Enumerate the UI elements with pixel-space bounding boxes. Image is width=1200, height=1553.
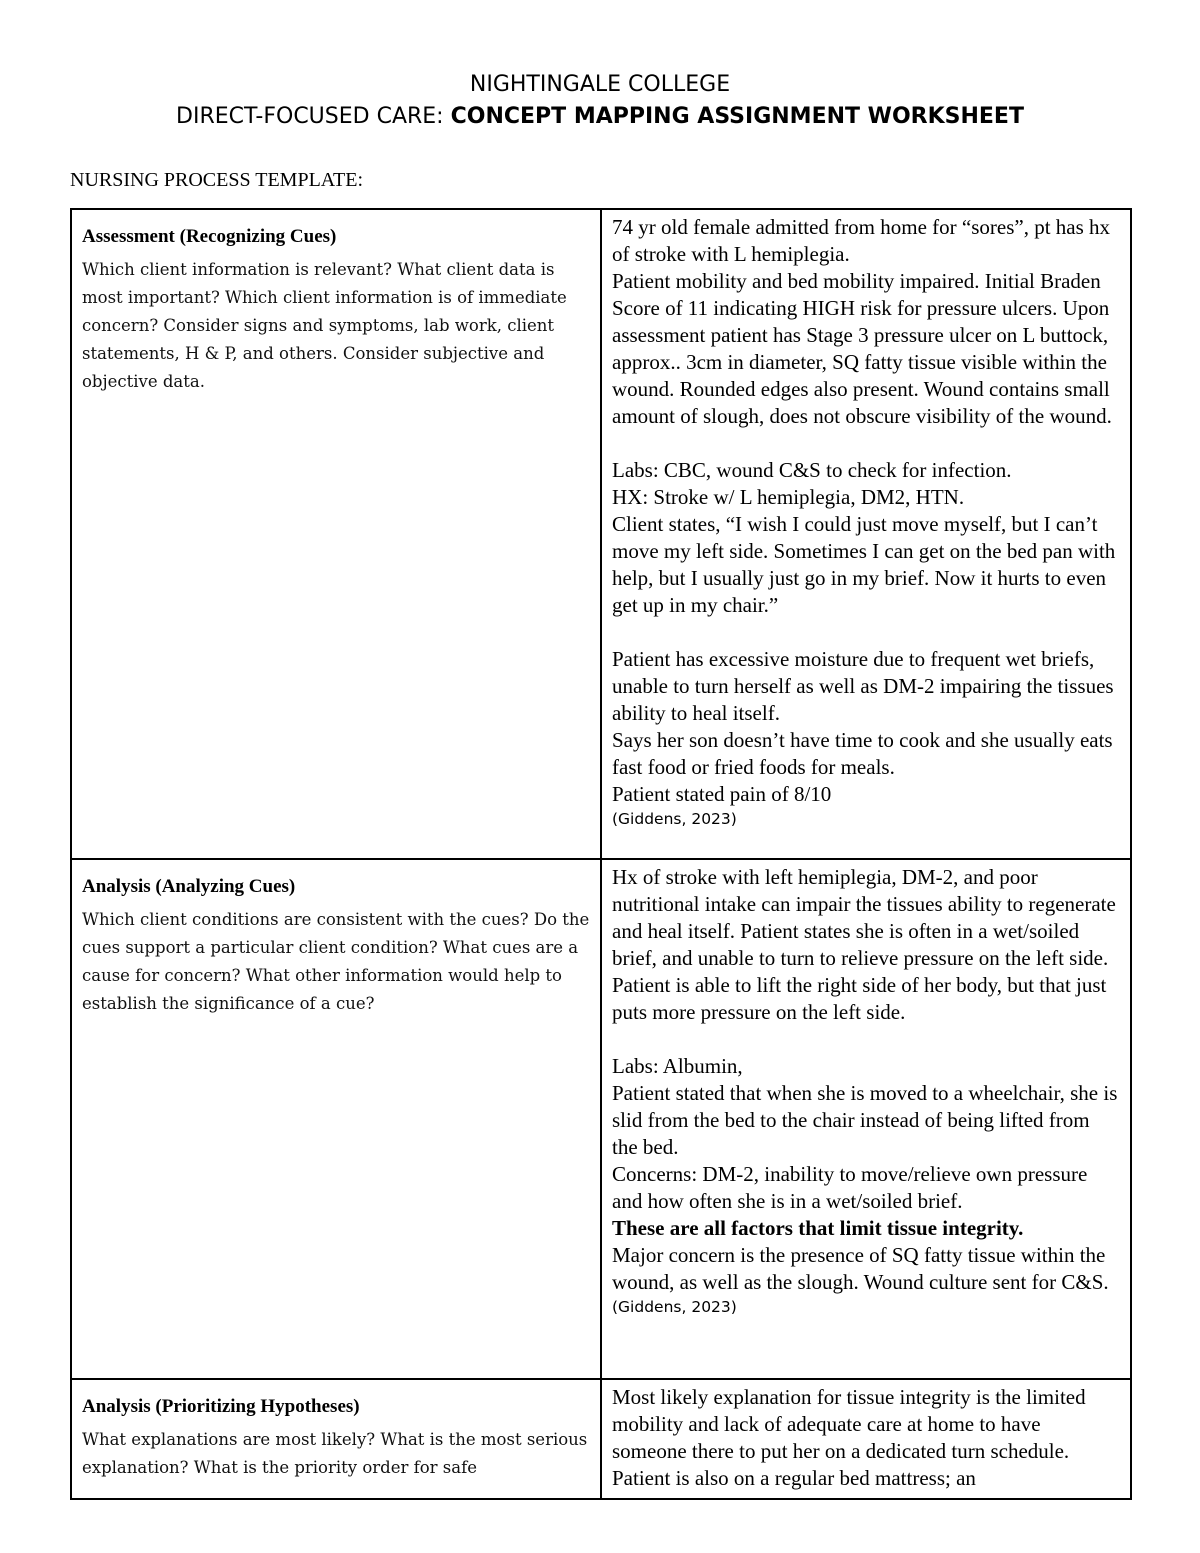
answer-emphasis: These are all factors that limit tissue integrity. — [612, 1216, 1024, 1240]
answer-paragraph: Concerns: DM-2, inability to move/relieve own pressure and how often she is in a wet/soiled brief. — [612, 1162, 1088, 1213]
worksheet-title — [0, 104, 1200, 130]
section-title: Assessment (Recognizing Cues) — [82, 226, 337, 247]
answer-paragraph: Patient stated that when she is moved to a wheelchair, she is slid from the bed to the chair instead of being lifted from the bed. — [612, 1081, 1118, 1159]
section-prompt: Which client conditions are consistent with the cues? Do the cues support a particular client condition? What cues are a cause for concern? What other information would help to establish the significance of a cue? — [82, 910, 590, 1013]
college-title: NIGHTINGALE COLLEGE — [469, 72, 731, 97]
table-row-analyzing-cues — [71, 859, 1131, 1379]
answer-paragraph: Hx of stroke with left hemiplegia, DM-2, and poor nutritional intake can impair the tissues ability to regenerate and heal itself. Patient states she is often in a wet/soiled brief, and unable to turn to relieve pressure on the left side. Patient is able to lift the right side of her body, but that just puts more pressure on the left side. — [612, 865, 1116, 1024]
answer-cell — [601, 1379, 1131, 1499]
table-row-prioritizing-hypotheses — [71, 1379, 1131, 1499]
answer-cell — [601, 859, 1131, 1379]
prompt-cell — [71, 1379, 601, 1499]
nursing-process-table — [70, 208, 1132, 1500]
worksheet-title-bold: CONCEPT MAPPING ASSIGNMENT WORKSHEET — [450, 104, 1024, 129]
citation: (Giddens, 2023) — [612, 810, 737, 828]
prompt-cell — [71, 209, 601, 859]
answer-paragraph: Labs: CBC, wound C&S to check for infection. — [612, 458, 1012, 482]
answer-paragraph: Patient has excessive moisture due to frequent wet briefs, unable to turn herself as well as DM-2 impairing the tissues ability to heal itself. — [612, 647, 1114, 725]
section-title: Analysis (Analyzing Cues) — [82, 876, 296, 897]
worksheet-title-prefix: DIRECT-FOCUSED CARE: — [176, 104, 451, 129]
table-row-assessment — [71, 209, 1131, 859]
answer-cell — [601, 209, 1131, 859]
answer-paragraph: Labs: Albumin, — [612, 1054, 743, 1078]
answer-paragraph: Most likely explanation for tissue integrity is the limited mobility and lack of adequate care at home to have someone there to put her on a dedicated turn schedule. Patient is also on a regular bed mattress; an — [612, 1385, 1086, 1490]
section-prompt: What explanations are most likely? What is the most serious explanation? What is the priority order for safe — [82, 1430, 588, 1477]
answer-paragraph: 74 yr old female admitted from home for “sores”, pt has hx of stroke with L hemiplegia. — [612, 215, 1111, 266]
answer-paragraph: Patient stated pain of 8/10 — [612, 782, 832, 806]
prompt-cell — [71, 859, 601, 1379]
template-label: NURSING PROCESS TEMPLATE: — [70, 169, 364, 191]
answer-paragraph: Client states, “I wish I could just move myself, but I can’t move my left side. Sometimes I can get on the bed pan with help, but I usually just go in my brief. Now it hurts to even get up in my chair.” — [612, 512, 1116, 617]
section-prompt: Which client information is relevant? What client data is most important? Which client information is of immediate concern? Consider signs and symptoms, lab work, client statements, H & P, and others. Consider subjective and objective data. — [82, 260, 567, 391]
answer-paragraph: Major concern is the presence of SQ fatty tissue within the wound, as well as the slough. Wound culture sent for C&S. — [612, 1243, 1109, 1294]
answer-paragraph: Says her son doesn’t have time to cook and she usually eats fast food or fried foods for meals. — [612, 728, 1113, 779]
citation: (Giddens, 2023) — [612, 1298, 737, 1316]
section-title: Analysis (Prioritizing Hypotheses) — [82, 1396, 360, 1417]
answer-paragraph: HX: Stroke w/ L hemiplegia, DM2, HTN. — [612, 485, 965, 509]
answer-paragraph: Patient mobility and bed mobility impaired. Initial Braden Score of 11 indicating HIGH risk for pressure ulcers. Upon assessment patient has Stage 3 pressure ulcer on L buttock, approx.. 3cm in diameter, SQ fatty tissue visible within the wound. Rounded edges also present. Wound contains small amount of slough, does not obscure visibility of the wound. — [612, 269, 1112, 428]
